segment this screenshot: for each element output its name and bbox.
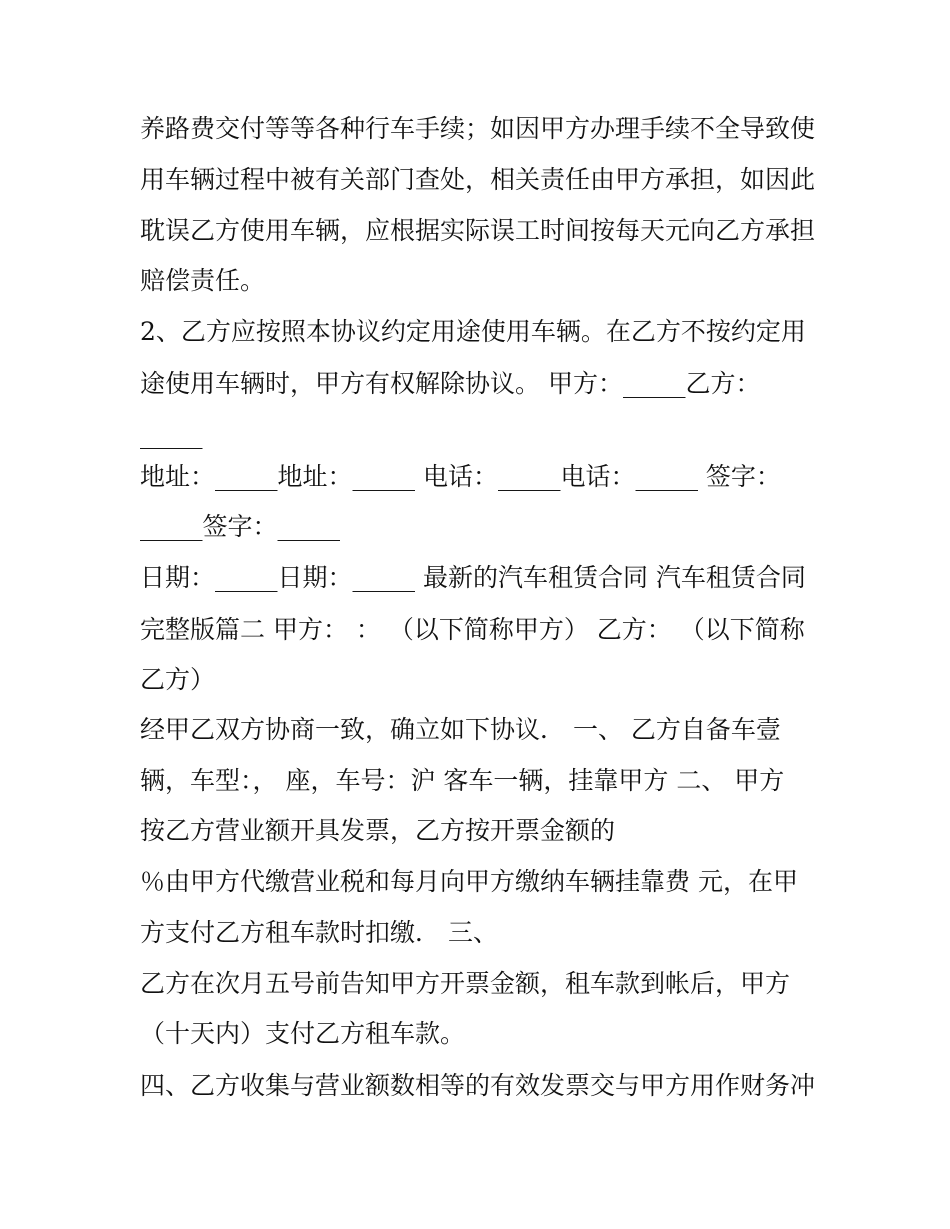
text-line: 地址：_____地址：_____ 电话：_____电话：_____ 签字： (140, 462, 781, 491)
text-line: 日期：_____日期：_____ 最新的汽车租赁合同 汽车租赁合同 (140, 563, 806, 592)
text-line: 耽误乙方使用车辆，应根据实际误工时间按每天元向乙方承担 (140, 216, 816, 245)
text-line: （十天内）支付乙方租车款。 (140, 1019, 466, 1048)
text-line: ％由甲方代缴营业税和每月向甲方缴纳车辆挂靠费 元，在甲 (140, 867, 798, 896)
text-line: _____签字：_____ (140, 512, 341, 541)
text-line: 养路费交付等等各种行车手续；如因甲方办理手续不全导致使 (140, 114, 816, 143)
text-line: 2、乙方应按照本协议约定用途使用车辆。在乙方不按约定用 (140, 317, 806, 346)
text-line: 方支付乙方租车款时扣缴． 三、 (140, 918, 498, 947)
text-line: 经甲乙双方协商一致，确立如下协议． 一、 乙方自备车壹 (140, 715, 781, 744)
text-line: 赔偿责任。 (140, 266, 266, 295)
text-line: 四、乙方收集与营业额数相等的有效发票交与甲方用作财务冲 (140, 1071, 816, 1100)
text-line: 按乙方营业额开具发票，乙方按开票金额的 (140, 816, 616, 845)
text-line: 完整版篇二 甲方： ： （以下简称甲方） 乙方： （以下简称 (140, 615, 805, 644)
text-line: 途使用车辆时，甲方有权解除协议。 甲方：_____乙方： (140, 369, 761, 398)
text-line: 用车辆过程中被有关部门查处，相关责任由甲方承担，如因此 (140, 165, 816, 194)
text-line: 辆，车型：， 座，车号：沪 客车一辆，挂靠甲方 二、 甲方 (140, 766, 785, 795)
text-line: 乙方） (140, 665, 216, 694)
text-line: 乙方在次月五号前告知甲方开票金额，租车款到帐后，甲方 (140, 969, 791, 998)
text-line: _____ (140, 420, 203, 449)
